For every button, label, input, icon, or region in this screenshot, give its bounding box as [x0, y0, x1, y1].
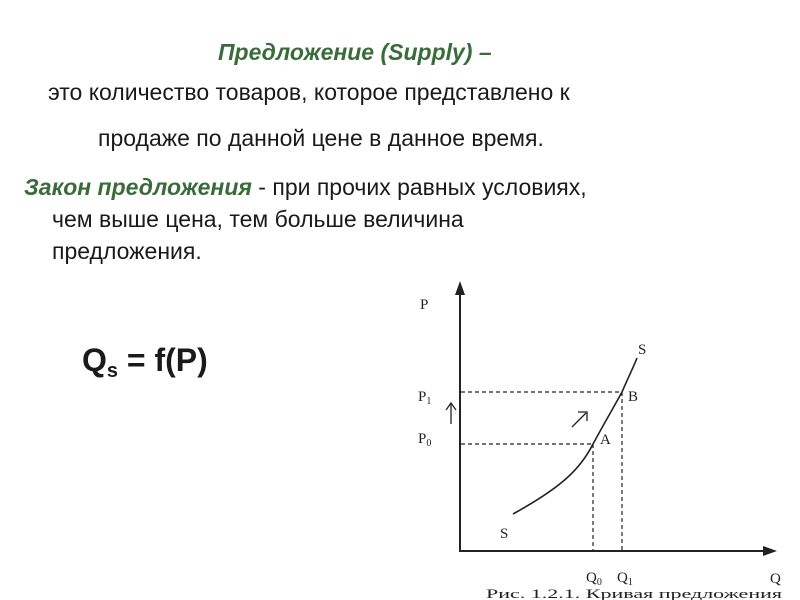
p1-main: P	[418, 389, 427, 405]
formula-rhs: = f(P)	[118, 342, 208, 378]
curve-label-bottom: S	[500, 526, 509, 542]
x-axis-label: Q	[770, 571, 781, 587]
curve-label-top: S	[638, 342, 647, 358]
formula-lhs-subscript: s	[106, 360, 119, 382]
movement-arrow	[572, 413, 586, 427]
supply-curve	[513, 358, 637, 514]
p0-subscript: 0	[426, 438, 432, 449]
point-b-label: B	[628, 389, 639, 405]
p1-label	[418, 389, 431, 407]
q0-main: Q	[586, 570, 597, 586]
definition-line-1: это количество товаров, которое представлено к	[48, 79, 570, 105]
law-term: Закон предложения	[24, 174, 252, 200]
law-line-1-rest: - при прочих равных условиях,	[251, 174, 587, 200]
figure-caption: Рис. 1.2.1. Кривая предложения	[486, 586, 783, 600]
law-line-3: предложения.	[52, 238, 202, 264]
q0-subscript: 0	[596, 577, 602, 588]
p1-subscript: 1	[426, 396, 432, 407]
definition-line-2: продаже по данной цене в данное время.	[98, 125, 544, 151]
q1-subscript: 1	[627, 577, 633, 588]
point-a-label: A	[600, 432, 611, 448]
definition-term-text: Предложение (Supply) –	[218, 39, 492, 65]
p0-label	[418, 431, 431, 449]
p0-main: P	[418, 431, 427, 447]
y-axis-arrowhead	[455, 281, 465, 295]
q1-main: Q	[617, 570, 628, 586]
y-axis-label: P	[420, 297, 429, 313]
law-line-2: чем выше цена, тем больше величина	[52, 206, 464, 232]
x-axis-arrowhead	[763, 546, 777, 556]
formula-lhs: Q	[82, 342, 107, 378]
